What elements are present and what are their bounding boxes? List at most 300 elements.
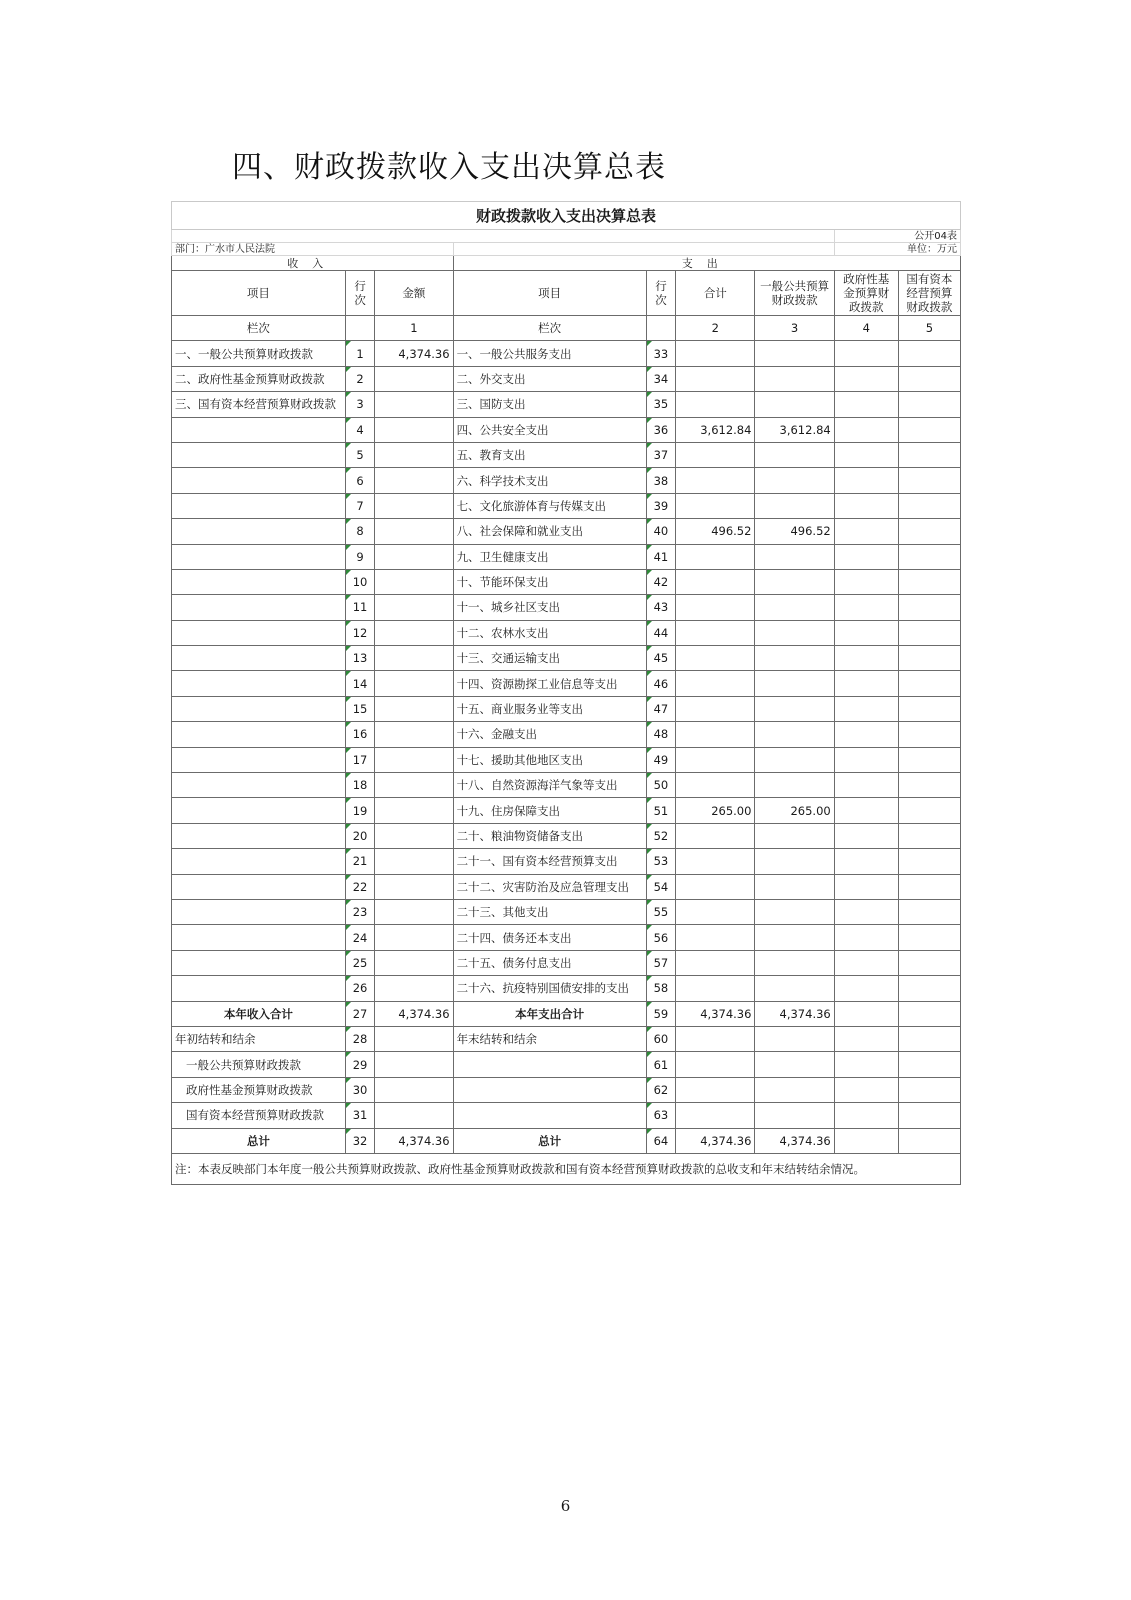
income-amount <box>375 417 453 442</box>
income-item <box>172 620 346 645</box>
expense-total: 4,374.36 <box>676 1128 755 1153</box>
expense-state-capital <box>898 823 960 848</box>
expense-state-capital <box>898 468 960 493</box>
expense-state-capital <box>898 696 960 721</box>
expense-state-capital <box>898 646 960 671</box>
expense-total <box>676 1052 755 1077</box>
expense-total <box>676 468 755 493</box>
income-item <box>172 569 346 594</box>
expense-state-capital <box>898 1077 960 1102</box>
expense-total <box>676 899 755 924</box>
expense-general-budget <box>755 544 834 569</box>
income-item <box>172 950 346 975</box>
income-row-no: 12 <box>345 620 374 645</box>
expense-total <box>676 544 755 569</box>
expense-state-capital <box>898 1026 960 1051</box>
expense-row-no: 43 <box>646 595 675 620</box>
table-row <box>172 950 961 975</box>
income-item: 国有资本经营预算财政拨款 <box>172 1103 346 1128</box>
income-item <box>172 747 346 772</box>
income-row-no: 14 <box>345 671 374 696</box>
income-amount <box>375 468 453 493</box>
expense-gov-fund <box>834 569 898 594</box>
expense-total <box>676 392 755 417</box>
expense-total <box>676 442 755 467</box>
table-title: 财政拨款收入支出决算总表 <box>172 202 961 230</box>
expense-general-budget <box>755 823 834 848</box>
expense-state-capital <box>898 976 960 1001</box>
expense-row-no: 55 <box>646 899 675 924</box>
expense-row-no: 35 <box>646 392 675 417</box>
income-item <box>172 646 346 671</box>
expense-row-no: 50 <box>646 773 675 798</box>
expense-total <box>676 493 755 518</box>
expense-row-no: 62 <box>646 1077 675 1102</box>
table-row <box>172 646 961 671</box>
expense-general-budget <box>755 569 834 594</box>
expense-item: 十一、城乡社区支出 <box>453 595 646 620</box>
expense-section-label: 支出 <box>453 256 960 271</box>
income-item: 三、国有资本经营预算财政拨款 <box>172 392 346 417</box>
income-amount <box>375 849 453 874</box>
expense-item: 二十五、债务付息支出 <box>453 950 646 975</box>
expense-state-capital <box>898 620 960 645</box>
income-amount <box>375 722 453 747</box>
income-amount <box>375 620 453 645</box>
expense-state-capital <box>898 341 960 366</box>
income-amount <box>375 646 453 671</box>
expense-item: 二、外交支出 <box>453 366 646 391</box>
expense-general-budget <box>755 1103 834 1128</box>
expense-state-capital <box>898 1103 960 1128</box>
section-row <box>172 256 961 271</box>
expense-row-no: 33 <box>646 341 675 366</box>
expense-general-budget <box>755 671 834 696</box>
expense-gov-fund <box>834 595 898 620</box>
carry-row <box>172 1077 961 1102</box>
expense-gov-fund <box>834 925 898 950</box>
income-row-no: 27 <box>345 1001 374 1026</box>
income-item <box>172 899 346 924</box>
expense-gov-fund <box>834 468 898 493</box>
expense-gov-fund <box>834 493 898 518</box>
income-amount <box>375 696 453 721</box>
expense-state-capital <box>898 950 960 975</box>
table-row <box>172 493 961 518</box>
expense-gov-fund <box>834 646 898 671</box>
expense-gov-fund <box>834 341 898 366</box>
expense-item: 十八、自然资源海洋气象等支出 <box>453 773 646 798</box>
income-row-no: 25 <box>345 950 374 975</box>
expense-state-capital <box>898 392 960 417</box>
carry-row <box>172 1026 961 1051</box>
expense-gov-fund <box>834 849 898 874</box>
income-amount <box>375 773 453 798</box>
expense-general-budget: 3,612.84 <box>755 417 834 442</box>
expense-row-no: 59 <box>646 1001 675 1026</box>
expense-state-capital <box>898 773 960 798</box>
expense-total <box>676 773 755 798</box>
income-row-no: 2 <box>345 366 374 391</box>
income-item <box>172 468 346 493</box>
expense-state-capital <box>898 417 960 442</box>
expense-general-budget: 4,374.36 <box>755 1001 834 1026</box>
header-state-capital: 国有资本经营预算财政拨款 <box>898 271 960 316</box>
expense-gov-fund <box>834 671 898 696</box>
note-row <box>172 1153 961 1184</box>
income-row-no: 1 <box>345 341 374 366</box>
expense-row-no: 45 <box>646 646 675 671</box>
expense-general-budget <box>755 1026 834 1051</box>
income-row-no: 17 <box>345 747 374 772</box>
income-amount <box>375 925 453 950</box>
expense-general-budget <box>755 392 834 417</box>
expense-gov-fund <box>834 976 898 1001</box>
expense-item: 十六、金融支出 <box>453 722 646 747</box>
expense-total <box>676 1026 755 1051</box>
expense-total <box>676 747 755 772</box>
expense-general-budget <box>755 1052 834 1077</box>
income-row-no: 4 <box>345 417 374 442</box>
expense-total <box>676 874 755 899</box>
expense-row-no: 61 <box>646 1052 675 1077</box>
expense-general-budget: 4,374.36 <box>755 1128 834 1153</box>
expense-row-no: 56 <box>646 925 675 950</box>
income-row-no: 19 <box>345 798 374 823</box>
expense-total <box>676 366 755 391</box>
expense-row-no: 39 <box>646 493 675 518</box>
expense-total <box>676 569 755 594</box>
table-row <box>172 874 961 899</box>
income-item <box>172 696 346 721</box>
expense-gov-fund <box>834 442 898 467</box>
table-row <box>172 519 961 544</box>
expense-gov-fund <box>834 722 898 747</box>
column-number-row <box>172 316 961 341</box>
expense-gov-fund <box>834 1103 898 1128</box>
expense-total <box>676 1077 755 1102</box>
expense-item: 二十二、灾害防治及应急管理支出 <box>453 874 646 899</box>
expense-row-no: 51 <box>646 798 675 823</box>
expense-general-budget <box>755 747 834 772</box>
expense-general-budget <box>755 493 834 518</box>
income-item <box>172 722 346 747</box>
expense-total <box>676 823 755 848</box>
income-item <box>172 595 346 620</box>
expense-general-budget <box>755 899 834 924</box>
expense-item: 十五、商业服务业等支出 <box>453 696 646 721</box>
expense-item: 五、教育支出 <box>453 442 646 467</box>
expense-item: 十九、住房保障支出 <box>453 798 646 823</box>
income-amount <box>375 823 453 848</box>
expense-state-capital <box>898 874 960 899</box>
income-amount <box>375 544 453 569</box>
income-item <box>172 519 346 544</box>
expense-general-budget <box>755 620 834 645</box>
expense-general-budget <box>755 722 834 747</box>
income-item <box>172 976 346 1001</box>
expense-gov-fund <box>834 1052 898 1077</box>
expense-state-capital <box>898 925 960 950</box>
expense-state-capital <box>898 493 960 518</box>
expense-item: 十四、资源勘探工业信息等支出 <box>453 671 646 696</box>
expense-total <box>676 849 755 874</box>
income-item <box>172 442 346 467</box>
expense-total: 3,612.84 <box>676 417 755 442</box>
income-item: 二、政府性基金预算财政拨款 <box>172 366 346 391</box>
expense-row-no: 53 <box>646 849 675 874</box>
table-row <box>172 899 961 924</box>
expense-general-budget <box>755 595 834 620</box>
expense-state-capital <box>898 1128 960 1153</box>
income-row-no: 30 <box>345 1077 374 1102</box>
expense-row-no: 52 <box>646 823 675 848</box>
expense-gov-fund <box>834 950 898 975</box>
expense-state-capital <box>898 442 960 467</box>
income-row-no: 10 <box>345 569 374 594</box>
income-item: 本年收入合计 <box>172 1001 346 1026</box>
expense-item: 十、节能环保支出 <box>453 569 646 594</box>
expense-gov-fund <box>834 417 898 442</box>
expense-gov-fund <box>834 747 898 772</box>
table-row <box>172 849 961 874</box>
expense-item: 六、科学技术支出 <box>453 468 646 493</box>
page-number: 6 <box>560 1497 571 1515</box>
unit-label: 单位：万元 <box>834 243 960 256</box>
col-number-label: 栏次 <box>172 316 346 341</box>
income-amount: 4,374.36 <box>375 1128 453 1153</box>
income-item <box>172 671 346 696</box>
table-row <box>172 823 961 848</box>
income-amount <box>375 569 453 594</box>
income-row-no: 16 <box>345 722 374 747</box>
expense-item: 总计 <box>453 1128 646 1153</box>
expense-total <box>676 696 755 721</box>
expense-gov-fund <box>834 823 898 848</box>
table-row <box>172 773 961 798</box>
expense-row-no: 36 <box>646 417 675 442</box>
expense-total <box>676 671 755 696</box>
income-row-no: 13 <box>345 646 374 671</box>
expense-item: 本年支出合计 <box>453 1001 646 1026</box>
expense-item: 二十、粮油物资储备支出 <box>453 823 646 848</box>
income-amount <box>375 1077 453 1102</box>
header-gov-fund: 政府性基金预算财政拨款 <box>834 271 898 316</box>
header-income-amount: 金额 <box>375 271 453 316</box>
income-row-no: 7 <box>345 493 374 518</box>
table-row <box>172 671 961 696</box>
income-row-no: 8 <box>345 519 374 544</box>
income-item <box>172 773 346 798</box>
expense-state-capital <box>898 722 960 747</box>
income-amount <box>375 874 453 899</box>
expense-general-budget: 496.52 <box>755 519 834 544</box>
expense-general-budget <box>755 341 834 366</box>
income-item <box>172 823 346 848</box>
income-amount <box>375 1052 453 1077</box>
expense-row-no: 42 <box>646 569 675 594</box>
income-item <box>172 493 346 518</box>
expense-item: 七、文化旅游体育与传媒支出 <box>453 493 646 518</box>
expense-item <box>453 1077 646 1102</box>
income-amount <box>375 899 453 924</box>
income-amount <box>375 976 453 1001</box>
table-row <box>172 595 961 620</box>
income-row-no: 21 <box>345 849 374 874</box>
expense-total <box>676 341 755 366</box>
expense-total: 496.52 <box>676 519 755 544</box>
col-number-3: 3 <box>755 316 834 341</box>
income-row-no: 5 <box>345 442 374 467</box>
expense-total <box>676 950 755 975</box>
expense-state-capital <box>898 849 960 874</box>
expense-item: 十二、农林水支出 <box>453 620 646 645</box>
expense-row-no: 38 <box>646 468 675 493</box>
income-row-no: 26 <box>345 976 374 1001</box>
expense-item: 九、卫生健康支出 <box>453 544 646 569</box>
income-row-no: 15 <box>345 696 374 721</box>
expense-item <box>453 1052 646 1077</box>
income-amount <box>375 1103 453 1128</box>
expense-state-capital <box>898 1001 960 1026</box>
expense-gov-fund <box>834 1128 898 1153</box>
expense-state-capital <box>898 595 960 620</box>
expense-general-budget <box>755 1077 834 1102</box>
expense-total <box>676 722 755 747</box>
expense-row-no: 54 <box>646 874 675 899</box>
carry-row <box>172 1103 961 1128</box>
table-row <box>172 392 961 417</box>
expense-row-no: 60 <box>646 1026 675 1051</box>
income-item <box>172 798 346 823</box>
table-row <box>172 417 961 442</box>
expense-item: 二十三、其他支出 <box>453 899 646 924</box>
form-code-row <box>172 230 961 243</box>
expense-item: 一、一般公共服务支出 <box>453 341 646 366</box>
expense-item: 二十六、抗疫特别国债安排的支出 <box>453 976 646 1001</box>
income-amount <box>375 442 453 467</box>
income-amount <box>375 747 453 772</box>
table-row <box>172 366 961 391</box>
expense-state-capital <box>898 798 960 823</box>
col-number-1: 1 <box>375 316 453 341</box>
department-row <box>172 243 961 256</box>
income-item <box>172 925 346 950</box>
table-row <box>172 798 961 823</box>
income-row-no: 6 <box>345 468 374 493</box>
expense-total <box>676 620 755 645</box>
expense-item: 二十一、国有资本经营预算支出 <box>453 849 646 874</box>
expense-total: 265.00 <box>676 798 755 823</box>
income-row-no: 32 <box>345 1128 374 1153</box>
expense-state-capital <box>898 544 960 569</box>
expense-general-budget <box>755 442 834 467</box>
table-row <box>172 620 961 645</box>
expense-gov-fund <box>834 773 898 798</box>
expense-gov-fund <box>834 798 898 823</box>
expense-item: 年末结转和结余 <box>453 1026 646 1051</box>
col-number-2: 2 <box>676 316 755 341</box>
income-amount <box>375 950 453 975</box>
income-row-no: 11 <box>345 595 374 620</box>
income-amount: 4,374.36 <box>375 1001 453 1026</box>
expense-row-no: 44 <box>646 620 675 645</box>
expense-gov-fund <box>834 1001 898 1026</box>
income-amount <box>375 392 453 417</box>
table-row <box>172 722 961 747</box>
expense-gov-fund <box>834 899 898 924</box>
year-total-row <box>172 1001 961 1026</box>
income-item: 政府性基金预算财政拨款 <box>172 1077 346 1102</box>
expense-row-no: 48 <box>646 722 675 747</box>
expense-general-budget <box>755 773 834 798</box>
expense-state-capital <box>898 747 960 772</box>
form-code: 公开04表 <box>834 230 960 243</box>
table-row <box>172 442 961 467</box>
expense-general-budget <box>755 366 834 391</box>
expense-gov-fund <box>834 366 898 391</box>
expense-item: 四、公共安全支出 <box>453 417 646 442</box>
income-item <box>172 544 346 569</box>
fiscal-summary-table <box>171 201 961 1185</box>
income-amount <box>375 671 453 696</box>
income-item: 一般公共预算财政拨款 <box>172 1052 346 1077</box>
expense-state-capital <box>898 899 960 924</box>
expense-gov-fund <box>834 874 898 899</box>
income-row-no: 20 <box>345 823 374 848</box>
income-row-no: 24 <box>345 925 374 950</box>
expense-general-budget <box>755 849 834 874</box>
income-item <box>172 874 346 899</box>
expense-item <box>453 1103 646 1128</box>
expense-gov-fund <box>834 696 898 721</box>
header-expense-item: 项目 <box>453 271 646 316</box>
income-row-no: 22 <box>345 874 374 899</box>
income-amount <box>375 798 453 823</box>
income-amount <box>375 493 453 518</box>
expense-item: 十七、援助其他地区支出 <box>453 747 646 772</box>
table-title-row <box>172 202 961 230</box>
table-row <box>172 976 961 1001</box>
income-item <box>172 417 346 442</box>
table-row <box>172 925 961 950</box>
expense-state-capital <box>898 569 960 594</box>
expense-row-no: 64 <box>646 1128 675 1153</box>
header-total: 合计 <box>676 271 755 316</box>
expense-row-no: 46 <box>646 671 675 696</box>
table-row <box>172 544 961 569</box>
expense-gov-fund <box>834 519 898 544</box>
income-amount: 4,374.36 <box>375 341 453 366</box>
expense-state-capital <box>898 671 960 696</box>
table-row <box>172 696 961 721</box>
expense-total <box>676 925 755 950</box>
income-item: 一、一般公共预算财政拨款 <box>172 341 346 366</box>
expense-gov-fund <box>834 1026 898 1051</box>
expense-row-no: 34 <box>646 366 675 391</box>
expense-row-no: 49 <box>646 747 675 772</box>
expense-gov-fund <box>834 392 898 417</box>
expense-gov-fund <box>834 620 898 645</box>
expense-state-capital <box>898 366 960 391</box>
expense-row-no: 47 <box>646 696 675 721</box>
table-row <box>172 747 961 772</box>
expense-item: 三、国防支出 <box>453 392 646 417</box>
expense-general-budget <box>755 976 834 1001</box>
col-number-exp-label: 栏次 <box>453 316 646 341</box>
income-row-no: 28 <box>345 1026 374 1051</box>
table-note: 注：本表反映部门本年度一般公共预算财政拨款、政府性基金预算财政拨款和国有资本经营预算财政拨款的总收支和年末结转结余情况。 <box>172 1153 961 1184</box>
